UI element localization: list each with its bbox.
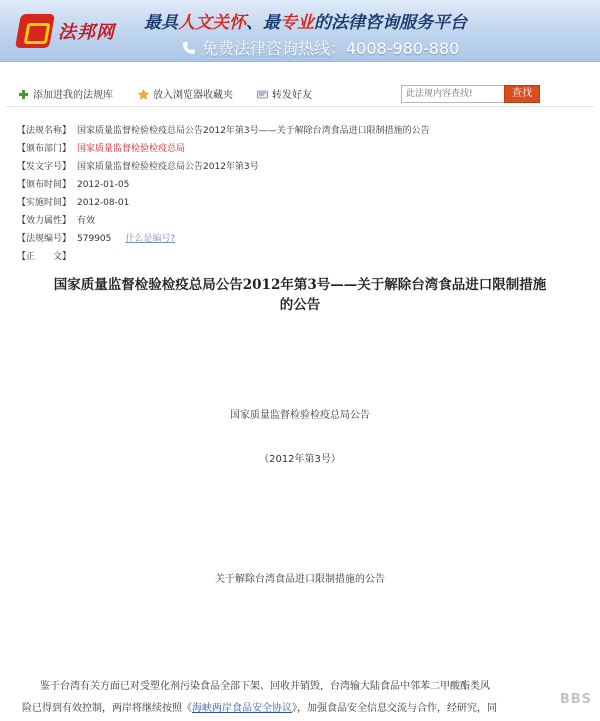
logo-text: 法邦网 <box>58 22 115 43</box>
law-code: 579905 <box>77 234 112 244</box>
law-metadata <box>17 122 587 266</box>
notice-number: （2012年第3号） <box>259 454 341 465</box>
site-logo[interactable] <box>18 12 130 50</box>
issuing-department-link[interactable]: 国家质量监督检验检疫总局 <box>77 144 186 154</box>
site-slogan: 最具人文关怀、最专业的法律咨询服务平台 <box>144 13 467 33</box>
plus-icon <box>18 89 29 100</box>
meta-row-dept <box>17 140 587 158</box>
meta-row-issue <box>17 176 587 194</box>
document-title <box>14 275 586 315</box>
meta-key: 【法规编号】 <box>17 234 72 244</box>
agreement-link[interactable]: 海峡两岸食品安全协议 <box>192 703 292 714</box>
forward-icon <box>257 89 268 100</box>
document-title-line: 国家质量监督检验检疫总局公告2012年第3号——关于解除台湾食品进口限制措施 <box>53 277 547 293</box>
meta-row-status <box>17 212 587 230</box>
paragraph-text: 险已得到有效控制，两岸将继续按照《 <box>22 703 192 714</box>
law-name: 国家质量监督检验检疫总局公告2012年第3号——关于解除台湾食品进口限制措施的公告 <box>77 126 430 136</box>
star-icon <box>138 89 149 100</box>
meta-row-name <box>17 122 587 140</box>
meta-row-effect <box>17 194 587 212</box>
hotline-text: 免费法律咨询热线：4008-980-880 <box>202 39 460 58</box>
toolbar <box>6 83 594 107</box>
meta-row-body <box>17 248 587 266</box>
meta-key: 【效力属性】 <box>17 216 72 226</box>
meta-key: 【颁布部门】 <box>17 144 72 154</box>
paragraph-text: 鉴于台湾有关方面已对受塑化剂污染食品全部下架、回收并销毁，台湾输大陆食品中邻苯二甲酸酯类风 <box>40 681 490 692</box>
document-number: 国家质量监督检验检疫总局公告2012年第3号 <box>77 162 259 172</box>
meta-row-docno <box>17 158 587 176</box>
forward-friend-button[interactable]: 转发好友 <box>257 86 312 101</box>
phone-icon <box>182 41 196 55</box>
bookmark-button[interactable]: 放入浏览器收藏夹 <box>138 86 233 101</box>
notice-subject: 关于解除台湾食品进口限制措施的公告 <box>215 574 385 585</box>
what-is-code-link[interactable]: 什么是编号? <box>125 234 176 244</box>
search-button[interactable]: 查找 <box>504 85 540 103</box>
search-input[interactable] <box>401 85 509 103</box>
site-banner <box>0 0 600 62</box>
add-to-library-button[interactable]: 添加进我的法规库 <box>18 86 113 101</box>
effective-date: 2012-08-01 <box>77 198 130 208</box>
issue-date: 2012-01-05 <box>77 180 130 190</box>
paragraph-text: 》，加强食品安全信息交流与合作，经研究，同 <box>292 703 497 714</box>
watermark: BBS <box>500 672 600 721</box>
meta-key: 【实施时间】 <box>17 198 72 208</box>
document-title-line: 的公告 <box>279 297 321 313</box>
meta-key: 【正 文】 <box>17 252 72 262</box>
logo-mark-icon <box>15 14 55 48</box>
meta-key: 【法规名称】 <box>17 126 72 136</box>
validity-status: 有效 <box>77 216 96 226</box>
meta-key: 【发文字号】 <box>17 162 72 172</box>
meta-key: 【颁布时间】 <box>17 180 72 190</box>
issuer-line: 国家质量监督检验检疫总局公告 <box>230 410 370 421</box>
hotline <box>182 36 459 59</box>
meta-row-code <box>17 230 587 248</box>
